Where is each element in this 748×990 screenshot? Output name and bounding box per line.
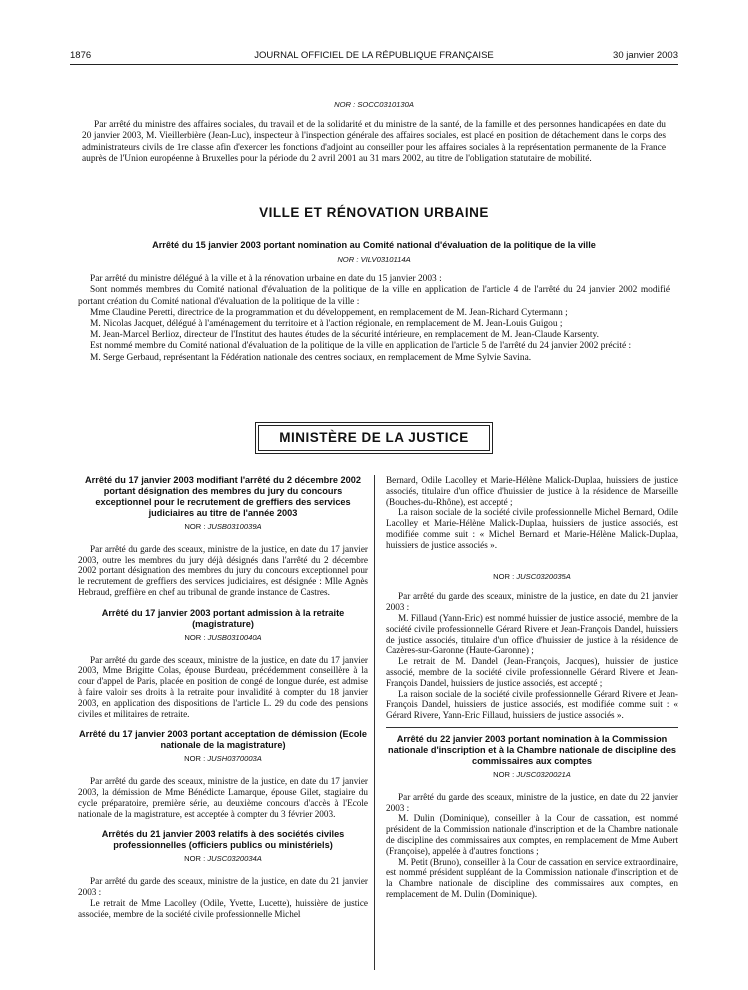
ville-paragraph: M. Nicolas Jacquet, délégué à l'aménagement du territoire et à l'action régionale, en remplacement de M. Jean-Louis Guigou ; bbox=[90, 319, 563, 330]
nor-code: JUSC0320034A bbox=[207, 854, 262, 864]
arrete-title: Arrêté du 22 janvier 2003 portant nomination à la Commission nationale d'inscription et à la Chambre nationale de discipline des commissaires aux comptes bbox=[387, 733, 677, 766]
arrete-text: Bernard, Odile Lacolley et Marie-Hélène Malick-Duplaa, huissiers de justice associés, titulaire d'un office d'huissier de justice à la résidence de Marseille (Bouches-du-Rhône), est accepté ; bbox=[386, 475, 678, 507]
left-column: Arrêté du 17 janvier 2003 modifiant l'arrêté du 2 décembre 2002 portant désignation des membres du jury du concours exceptionnel pour le recrutement de greffiers des services judiciaires au titre de l'année 2003 NOR : JUSB0310039A Par arrêté du garde des sceaux, ministre de la justice, en date du 17 janvier 2003, outre les membres du jury déjà désignés dans l'arrêté du 2 décembre 2002 portant désignation des membres du jury du concours exceptionnel pour le recrutement de greffiers des services judiciaires, est désignée : Mlle Agnès Hebraud, greffière en chef au tribunal de grande instance de Castres. Arrêté du 17 janvier 2003 portant admission à la retraite (magistrature) NOR : JUSB0310040A Par arrêté du garde des sceaux, ministre de la justice, en date du 17 janvier 2003, Mme Brigitte Colas, épouse Burdeau, précédemment conseillère à la cour d'appel de Paris, placée en position de congé de longue durée, est admise à faire valoir ses droits à la retraite pour invalidité à compter du 18 janvier 2003, en application des dispositions de l'article L. 29 du code des pensions civiles et militaires de retraite. Arrêté du 17 janvier 2003 portant acceptation de démission (Ecole nationale de la magistrature) NOR : JUSH0370003A Par arrêté du garde des sceaux, ministre de la justice, en date du 17 janvier 2003, la démission de Mme Bénédicte Lamarque, épouse Gilet, stagiaire du cycle préparatoire, première série, au deuxième concours d'accès à l'Ecole nationale de la magistrature, est acceptée à compter du 3 février 2003. Arrêtés du 21 janvier 2003 relatifs à des sociétés civiles professionnelles (officiers publics ou ministériels) NOR : JUSC0320034A Par arrêté du garde des sceaux, ministre de la justice, en date du 21 janvier 2003 : Le retrait de Mme Lacolley (Odile, Yvette, Lucette), huissière de justice associée, membre de la société civile professionnelle Michel bbox=[78, 475, 368, 919]
section-heading-ville: VILLE ET RÉNOVATION URBAINE bbox=[259, 205, 489, 220]
arrete-text: M. Petit (Bruno), conseiller à la Cour de cassation en service extraordinaire, est nommé président suppléant de la Commission nationale d'inscription et de la Chambre nationale de discipline des commissaires aux comptes, en remplacement de M. Dulin (Dominique). bbox=[386, 856, 678, 899]
arrete-text: Par arrêté du garde des sceaux, ministre de la justice, en date du 22 janvier 2003 : bbox=[386, 791, 678, 813]
arrete-text: Par arrêté du garde des sceaux, ministre de la justice, en date du 17 janvier 2003, outre les membres du jury déjà désignés dans l'arrêté du 2 décembre 2002 portant désignation des membres du jury du concours exceptionnel pour le recrutement de greffiers des services judiciaires, est désignée : Mlle Agnès Hebraud, greffière en chef au tribunal de grande instance de Castres. bbox=[78, 543, 368, 597]
ville-arrete-title: Arrêté du 15 janvier 2003 portant nomination au Comité national d'évaluation de la politique de la ville bbox=[152, 240, 596, 250]
arrete-text: La raison sociale de la société civile professionnelle Gérard Rivere et Jean-François Dandel, huissiers de justice associés, est modifiée comme suit : « Gérard Rivere, Yann-Eric Fillaud, huissiers de justice associés ». bbox=[386, 688, 678, 721]
arrete-title: Arrêté du 17 janvier 2003 portant acceptation de démission (Ecole nationale de la magistrature) bbox=[79, 729, 367, 751]
journal-title: JOURNAL OFFICIEL DE LA RÉPUBLIQUE FRANÇAISE bbox=[254, 50, 494, 61]
column-rule bbox=[386, 727, 678, 728]
ville-paragraph: M. Serge Gerbaud, représentant la Fédération nationale des centres sociaux, en remplacement de Mme Sylvie Savina. bbox=[90, 352, 532, 363]
section-heading-justice: MINISTÈRE DE LA JUSTICE bbox=[258, 425, 490, 451]
ville-paragraph: Sont nommés membres du Comité national d'évaluation de la politique de la ville en application de l'article 4 de l'arrêté du 24 janvier 2002 modifié portant création du Comité national d'évaluation de la politique de la ville : bbox=[78, 285, 670, 307]
right-column: Bernard, Odile Lacolley et Marie-Hélène Malick-Duplaa, huissiers de justice associés, titulaire d'un office d'huissier de justice à la résidence de Marseille (Bouches-du-Rhône), est accepté ; La raison sociale de la société civile professionnelle Michel Bernard, Odile Lacolley et Marie-Hélène Malick-Duplaa, huissiers de justice associés, est modifiée comme suit : « Michel Bernard et Marie-Hélène Malick-Duplaa, huissiers de justice associés ». NOR : JUSC0320035A Par arrêté du garde des sceaux, ministre de la justice, en date du 21 janvier 2003 : M. Fillaud (Yann-Eric) est nommé huissier de justice associé, membre de la société civile professionnelle Gérard Rivere et Jean-François Dandel, huissiers de justice associés, titulaire d'un office d'huissier de justice à la résidence de Cazères-sur-Garonne (Haute-Garonne) ; Le retrait de M. Dandel (Jean-François, Jacques), huissier de justice associé, membre de la société civile professionnelle Gérard Rivere et Jean-François Dandel, huissiers de justice associés, est accepté ; La raison sociale de la société civile professionnelle Gérard Rivere et Jean-François Dandel, huissiers de justice associés, est modifiée comme suit : « Gérard Rivere, Yann-Eric Fillaud, huissiers de justice associés ». Arrêté du 22 janvier 2003 portant nomination à la Commission nationale d'inscription et à la Chambre nationale de discipline des commissaires aux comptes NOR : JUSC0320021A Par arrêté du garde des sceaux, ministre de la justice, en date du 22 janvier 2003 : M. Dulin (Dominique), conseiller à la Cour de cassation, est nommé président de la Commission nationale d'inscription et de la Chambre nationale de discipline des commissaires aux comptes, en remplacement de Mme Aubert (Françoise), appelée à d'autres fonctions ; M. Petit (Bruno), conseiller à la Cour de cassation en service extraordinaire, est nommé président suppléant de la Commission nationale d'inscription et de la Chambre nationale de discipline des commissaires aux comptes, en remplacement de M. Dulin (Dominique). bbox=[386, 475, 678, 899]
ville-paragraph: M. Jean-Marcel Berlioz, directeur de l'Institut des hautes études de la sécurité intérieure, en remplacement de M. Jean-Claude Karsenty. bbox=[90, 330, 599, 341]
arrete-text: Le retrait de M. Dandel (Jean-François, Jacques), huissier de justice associé, membre de la société civile professionnelle Gérard Rivere et Jean-François Dandel, huissiers de justice associés, est accepté ; bbox=[386, 656, 678, 688]
nor-code: JUSC0320021A bbox=[516, 769, 571, 779]
nor-reference: NOR : VILV0310114A bbox=[337, 255, 411, 264]
nor-code: JUSB0310040A bbox=[207, 632, 262, 642]
arrete-text: La raison sociale de la société civile professionnelle Michel Bernard, Odile Lacolley et Marie-Hélène Malick-Duplaa, huissiers de justice associés, est modifiée comme suit : « Michel Bernard et Marie-Hélène Malick-Duplaa, huissiers de justice associés ». bbox=[386, 507, 678, 550]
page-number: 1876 bbox=[70, 50, 92, 61]
ville-paragraph: Par arrêté du ministre délégué à la ville et à la rénovation urbaine en date du 15 janvier 2003 : bbox=[90, 274, 442, 285]
ville-paragraph: Est nommé membre du Comité national d'évaluation de la politique de la ville en application de l'article 5 de l'arrêté du 24 janvier 2002 précité : bbox=[90, 341, 632, 352]
ville-section bbox=[78, 240, 670, 364]
nor-code: JUSC0320035A bbox=[516, 571, 571, 581]
arrete-text: Par arrêté du garde des sceaux, ministre de la justice, en date du 17 janvier 2003, Mme Brigitte Colas, épouse Burdeau, précédemment conseillère à la cour d'appel de Paris, placée en position de congé de longue durée, est admise à faire valoir ses droits à la retraite pour invalidité à compter du 18 janvier 2003, en application des dispositions de l'article L. 29 du code des pensions civiles et militaires de retraite. bbox=[78, 654, 368, 719]
nor-code: JUSH0370003A bbox=[207, 754, 262, 764]
arrete-text: Par arrêté du garde des sceaux, ministre de la justice, en date du 21 janvier 2003 : bbox=[78, 876, 368, 897]
arrete-text: Par arrêté du garde des sceaux, ministre de la justice, en date du 21 janvier 2003 : bbox=[386, 591, 678, 613]
arrete-text: M. Dulin (Dominique), conseiller à la Cour de cassation, est nommé président de la Commission nationale d'inscription et de la Chambre nationale de discipline des commissaires aux comptes, en remplacement de Mme Aubert (Françoise), appelée à d'autres fonctions ; bbox=[386, 813, 678, 856]
nor-code: JUSB0310039A bbox=[207, 522, 262, 531]
header-rule bbox=[70, 64, 678, 65]
page-header bbox=[70, 50, 678, 64]
issue-date: 30 janvier 2003 bbox=[613, 50, 678, 61]
top-paragraph: Par arrêté du ministre des affaires sociales, du travail et de la solidarité et du ministre de la santé, de la famille et des personnes handicapées en date du 20 janvier 2003, M. Vieillerbière (Jean-Luc), inspecteur à l'inspection générale des affaires sociales, est placé en position de détachement dans le corps des administrateurs civils de 1re classe afin d'exercer les fonctions d'adjoint au conseiller pour les affaires sociales à la représentation permanente de la France auprès de l'Union européenne à Bruxelles pour la période du 2 avril 2001 au 31 mars 2002, au titre de l'obligation statutaire de mobilité. bbox=[82, 120, 666, 164]
ville-paragraph: Mme Claudine Peretti, directrice de la programmation et du développement, en remplacement de M. Jean-Richard Cytermann ; bbox=[90, 307, 568, 318]
top-section bbox=[82, 96, 666, 165]
nor-reference: NOR : SOCC0310130A bbox=[334, 100, 414, 109]
arrete-text: Le retrait de Mme Lacolley (Odile, Yvette, Lucette), huissière de justice associée, membre de la société civile professionnelle Michel bbox=[78, 897, 368, 919]
arrete-text: Par arrêté du garde des sceaux, ministre de la justice, en date du 17 janvier 2003, la démission de Mme Bénédicte Lamarque, épouse Gilet, stagiaire du cycle préparatoire, première série, au deuxième concours d'accès à l'Ecole nationale de la magistrature, est acceptée à compter du 3 février 2003. bbox=[78, 776, 368, 819]
arrete-text: M. Fillaud (Yann-Eric) est nommé huissier de justice associé, membre de la société civile professionnelle Gérard Rivere et Jean-François Dandel, huissiers de justice associés, titulaire d'un office d'huissier de justice à la résidence de Cazères-sur-Garonne (Haute-Garonne) ; bbox=[386, 612, 678, 656]
arrete-title: Arrêtés du 21 janvier 2003 relatifs à des sociétés civiles professionnelles (officiers publics ou ministériels) bbox=[101, 829, 345, 851]
arrete-title: Arrêté du 17 janvier 2003 modifiant l'arrêté du 2 décembre 2002 portant désignation des membres du jury du concours exceptionnel pour le recrutement de greffiers des services judiciaires au titre de l'année 2003 bbox=[85, 475, 361, 518]
arrete-title: Arrêté du 17 janvier 2003 portant admission à la retraite (magistrature) bbox=[101, 607, 345, 629]
column-divider bbox=[374, 475, 375, 970]
